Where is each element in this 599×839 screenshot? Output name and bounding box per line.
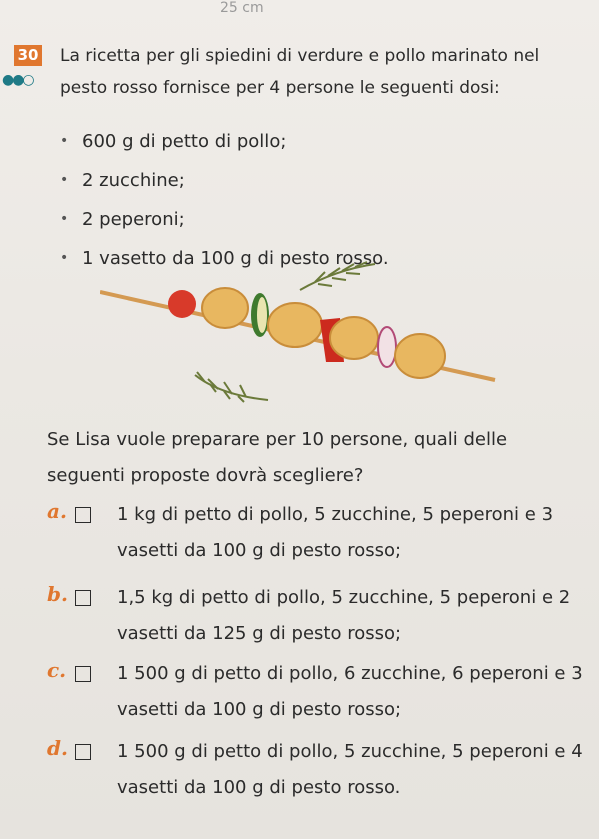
answer-option-a — [47, 497, 587, 569]
red-onion-icon — [378, 327, 396, 367]
ingredient-item: • 1 vasetto da 100 g di pesto rosso. — [60, 239, 389, 278]
option-letter: b. — [47, 582, 68, 606]
option-text: 1,5 kg di petto di pollo, 5 zucchine, 5 peperoni e 2 vasetti da 125 g di pesto rosso; — [117, 587, 571, 644]
option-letter: a. — [47, 499, 67, 523]
rosemary-sprig-top-icon — [300, 262, 375, 290]
answer-checkbox[interactable] — [75, 590, 91, 606]
answer-option-b — [47, 580, 587, 652]
option-text: 1 kg di petto di pollo, 5 zucchine, 5 peperoni e 3 vasetti da 100 g di pesto rosso; — [117, 504, 554, 561]
answer-checkbox[interactable] — [75, 744, 91, 760]
answer-checkbox[interactable] — [75, 666, 91, 682]
answer-option-c — [47, 656, 587, 728]
chicken-piece-icon — [268, 303, 322, 347]
answer-option-d — [47, 734, 587, 806]
previous-exercise-fragment: 25 cm — [220, 0, 264, 16]
option-text: 1 500 g di petto di pollo, 5 zucchine, 5 peperoni e 4 vasetti da 100 g di pesto rosso. — [117, 741, 583, 798]
ingredient-item: • 2 peperoni; — [60, 200, 389, 239]
exercise-intro-text: La ricetta per gli spiedini di verdure e pollo marinato nel pesto rosso fornisce per 4 persone le seguenti dosi: — [60, 46, 540, 98]
option-letter: d. — [47, 736, 68, 760]
chicken-piece-icon — [395, 334, 445, 378]
answer-checkbox[interactable] — [75, 507, 91, 523]
option-text: 1 500 g di petto di pollo, 6 zucchine, 6 peperoni e 3 vasetti da 100 g di pesto rosso; — [117, 663, 583, 720]
ingredient-item: • 600 g di petto di pollo; — [60, 122, 389, 161]
difficulty-dots-icon: ●●○ — [2, 72, 33, 88]
question-text: Se Lisa vuole preparare per 10 persone, quali delle seguenti proposte dovrà scegliere? — [47, 429, 508, 486]
ingredient-item: • 2 zucchine; — [60, 161, 389, 200]
chicken-piece-icon — [330, 317, 378, 359]
rosemary-sprig-bottom-icon — [195, 372, 268, 402]
exercise-number-badge: 30 — [14, 45, 42, 66]
skewer-illustration — [100, 250, 520, 420]
chicken-piece-icon — [202, 288, 248, 328]
tomato-icon — [168, 290, 196, 318]
option-letter: c. — [47, 658, 67, 682]
